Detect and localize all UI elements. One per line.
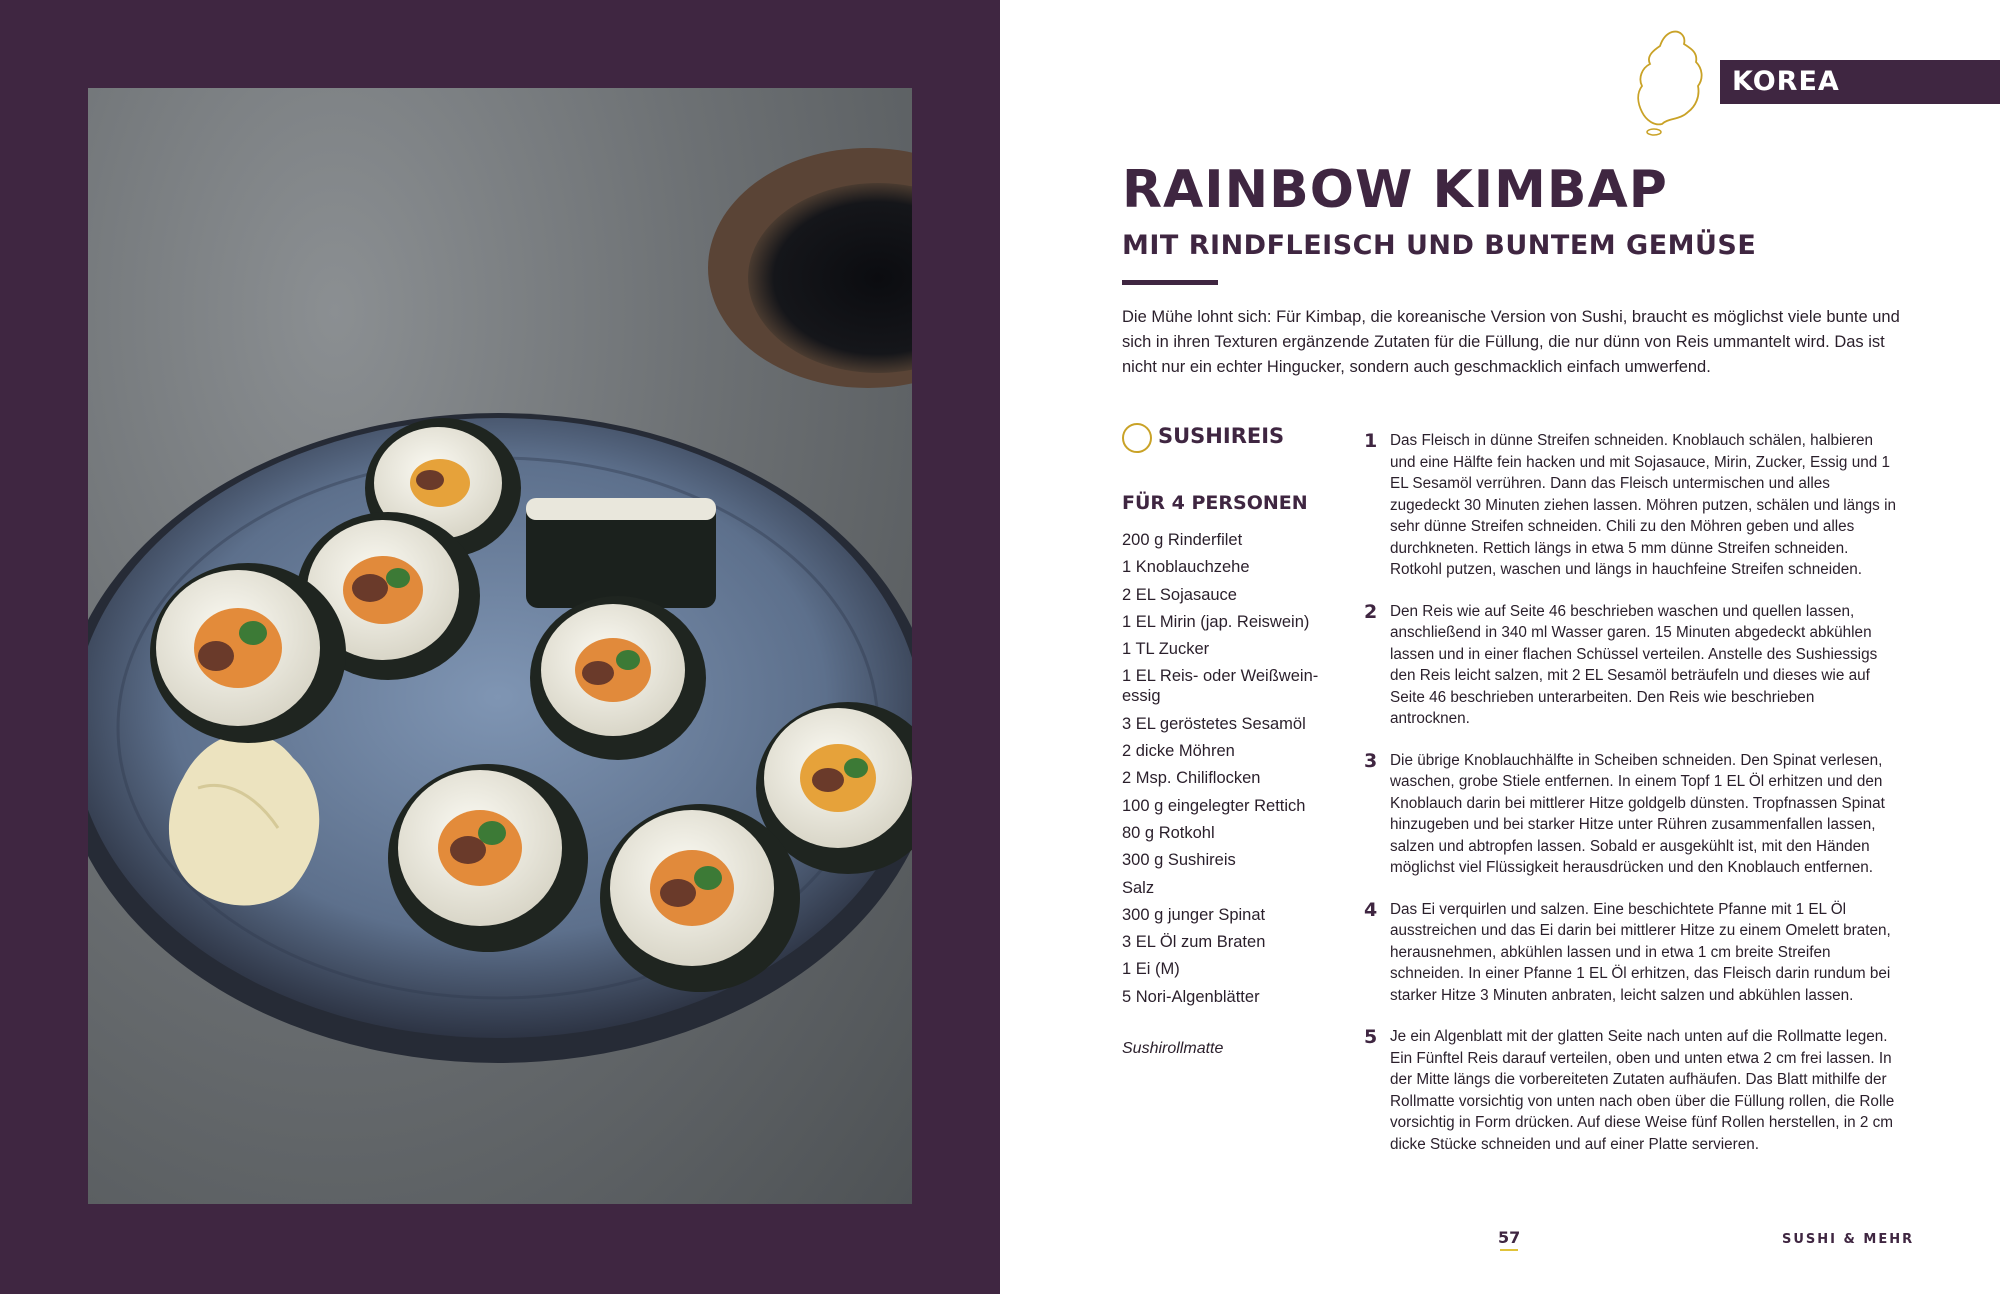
intro-text: Die Mühe lohnt sich: Für Kimbap, die koreanische Version von Sushi, braucht es möglichst viele bunte und sich in ihren Texturen ergänzende Zutaten für die Füllung, die nur dünn von Reis ummantelt wird. Das ist nicht nur ein echter Hingucker, sondern auch geschmacklich einfach umwerfend. [1122,308,1900,376]
kimbap-roll [526,498,716,608]
instruction-steps [1362,430,1898,1175]
ingredient-item: 80 g Rotkohl [1122,823,1215,842]
ingredient-list [1122,530,1322,1014]
page-number-underline [1500,1249,1518,1251]
ingredient-item: 2 Msp. Chiliflocken [1122,769,1261,788]
ingredient-item: 1 EL Reis- oder Weißwein-essig [1122,667,1319,706]
kimbap-roll [388,764,588,952]
step-text: Die übrige Knoblauchhälfte in Scheiben schneiden. Den Spinat verlesen, waschen, grobe Stiele entfernen. In einem Topf 1 EL Öl erhitzen und den Knoblauch darin bei mittlerer Hitze goldgelb dünsten. Tropfnassen Spinat hinzugeben und bei starker Hitze unter Rühren zusammenfallen lassen, salzen und abtropfen lassen. Sobald er ausgekühlt ist, mit den Händen möglichst viel Flüssigkeit herausdrücken und den Knoblauch entfernen. [1390,751,1885,876]
country-tab: KOREA [1720,60,2000,104]
running-footer: SUSHI & MEHR [1782,1232,1915,1247]
ingredient-item: 1 Knoblauchzehe [1122,558,1250,577]
kimbap-roll [530,596,706,760]
ingredient-item: 2 EL Sojasauce [1122,585,1237,604]
ingredient-item: 3 EL Öl zum Braten [1122,933,1266,952]
kimbap-illustration [88,88,912,1204]
kimbap-photo [88,88,912,1204]
step-text: Je ein Algenblatt mit der glatten Seite nach unten auf die Rollmatte legen. Ein Fünftel Reis darauf verteilen, oben und unten etwa 2 cm frei lassen. In der Mitte längs die vorbereiteten Zutaten aufhäufen. Das Blatt mithilfe der Rollmatte vorsichtig von unten nach oben über die Füllung rollen, die Rolle vorsichtig in Form drücken. Auf diese Weise fünf Rollen herstellen, in 2 cm dicke Stücke schneiden und auf einer Platte servieren. [1390,1028,1895,1153]
step-number: 5 [1364,1026,1378,1048]
kimbap-roll [150,563,346,743]
ingredient-item: 1 Ei (M) [1122,960,1180,979]
ingredient-item: 200 g Rinderfilet [1122,531,1243,549]
instruction-step [1362,899,1898,1007]
ring-icon [1122,423,1152,453]
ingredient-item: Salz [1122,878,1155,897]
instruction-step [1362,1026,1898,1155]
ingredient-item: 2 dicke Möhren [1122,742,1235,761]
korea-map-icon [1628,28,1708,140]
step-number: 4 [1364,898,1378,921]
ingredient-item: 5 Nori-Algenblätter [1122,987,1260,1006]
ingredient-item: 300 g junger Spinat [1122,905,1266,924]
recipe-type-label: SUSHIREIS [1158,424,1285,448]
step-text: Den Reis wie auf Seite 46 beschrieben waschen und quellen lassen, anschließend in 340 ml Wasser garen. 15 Minuten abgedeckt abkühlen lassen und in einer flachen Schüssel verteilen. Anstelle des Sushiessigs den Reis leicht salzen, mit 2 EL Sesamöl beträufeln und dieses wie auf Seite 46 beschrieben unterarbeiten. Den Reis wie beschrieben antrocknen. [1390,602,1878,727]
step-text: Das Fleisch in dünne Streifen schneiden. Knoblauch schälen, halbieren und eine Hälfte fein hacken und mit Sojasauce, Mirin, Zucker, Essig und 1 EL Sesamöl verrühren. Dann das Fleisch untermischen und alles zugedeckt 30 Minuten ziehen lassen. Möhren putzen, schälen und längs in sehr dünne Streifen schneiden. Chili zu den Möhren geben und alles durchkneten. Rettich längs in etwa 5 mm dünne Streifen schneiden. Rotkohl putzen, waschen und längs in hauchfeine Streifen schneiden. [1390,432,1896,578]
instruction-step [1362,430,1898,581]
recipe-subtitle: MIT RINDFLEISCH UND BUNTEM GEMÜSE [1122,230,1757,261]
title-divider [1122,280,1218,285]
step-number: 2 [1364,600,1378,623]
ingredient-item: 3 EL geröstetes Sesamöl [1122,714,1306,733]
instruction-step [1362,750,1898,879]
ingredient-item: 1 TL Zucker [1122,640,1210,659]
kimbap-roll [600,804,800,992]
step-text: Das Ei verquirlen und salzen. Eine beschichtete Pfanne mit 1 EL Öl ausstreichen und das Ei darin bei mittlerer Hitze zu einem Omelett braten, herausnehmen, abkühlen lassen und in etwa 1 cm breite Streifen schneiden. In einer Pfanne 1 EL Öl erhitzen, das Fleisch darin rundum bei starker Hitze 3 Minuten anbraten, leicht salzen und abkühlen lassen. [1390,900,1891,1004]
equipment-note: Sushirollmatte [1122,1040,1224,1057]
ingredient-item: 100 g eingelegter Rettich [1122,796,1306,815]
instruction-step [1362,601,1898,730]
ingredient-item: 1 EL Mirin (jap. Reiswein) [1122,612,1310,631]
recipe-title: RAINBOW KIMBAP [1122,160,1668,220]
step-number: 1 [1364,430,1378,452]
servings-heading: FÜR 4 PERSONEN [1122,492,1308,514]
page-number: 57 [1498,1228,1521,1247]
ingredient-item: 300 g Sushireis [1122,851,1236,870]
step-number: 3 [1364,749,1378,772]
